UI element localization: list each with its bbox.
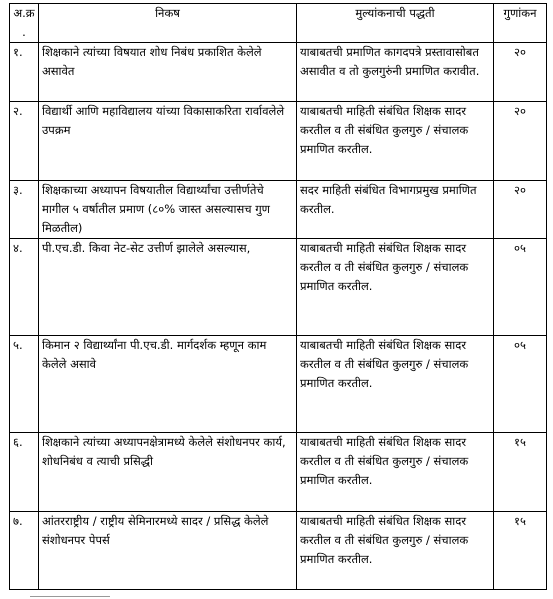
row-evaluation-method: याबाबतची माहिती संबंधित शिक्षक सादर करतील व ती संबंधित कुलगुरु / संचालक प्रमाणित करतील.	[297, 102, 494, 181]
row-serial-number: २.	[10, 102, 39, 181]
row-marks: ०५	[494, 336, 547, 433]
row-marks: १५	[494, 433, 547, 512]
table-header	[10, 4, 547, 43]
row-serial-number: १.	[10, 43, 39, 102]
table-row	[10, 181, 547, 239]
header-criteria: निकष	[39, 4, 297, 43]
row-criteria: आंतरराष्ट्रीय / राष्ट्रीय सेमिनारमध्ये सादर / प्रसिद्ध केलेले संशोधनपर पेपर्स	[39, 512, 297, 590]
header-row	[10, 4, 547, 43]
table-body	[10, 43, 547, 590]
table-row	[10, 433, 547, 512]
row-serial-number: ६.	[10, 433, 39, 512]
row-evaluation-method: याबाबतची माहिती संबंधित शिक्षक सादर करतील व ती संबंधित कुलगुरु / संचालक प्रमाणित करतील.	[297, 336, 494, 433]
table-row	[10, 239, 547, 336]
row-evaluation-method: याबाबतची माहिती संबंधित शिक्षक सादर करतील व ती संबंधित कुलगुरु / संचालक प्रमाणित करतील.	[297, 512, 494, 590]
row-criteria: शिक्षकाने त्यांच्या विषयात शोध निबंध प्रकाशित केलेले असावेत	[39, 43, 297, 102]
row-marks: २०	[494, 43, 547, 102]
row-marks: ०५	[494, 239, 547, 336]
row-serial-number: ३.	[10, 181, 39, 239]
row-marks: १५	[494, 512, 547, 590]
row-evaluation-method: याबाबतची माहिती संबंधित शिक्षक सादर करतील व ती संबंधित कुलगुरु / संचालक प्रमाणित करतील.	[297, 239, 494, 336]
row-serial-number: ४.	[10, 239, 39, 336]
row-serial-number: ७.	[10, 512, 39, 590]
row-criteria: विद्यार्थी आणि महाविद्यालय यांच्या विकासाकरिता रार्वावलेले उपक्रम	[39, 102, 297, 181]
evaluation-criteria-table	[9, 3, 547, 590]
row-serial-number: ५.	[10, 336, 39, 433]
header-evaluation-method: मुल्यांकनाची पद्धती	[297, 4, 494, 43]
row-marks: २०	[494, 102, 547, 181]
row-criteria: शिक्षकाने त्यांच्या अध्यापनक्षेत्रामध्ये केलेले संशोधनपर कार्य, शोधनिबंध व त्याची प्रसिद्धी	[39, 433, 297, 512]
row-marks: २०	[494, 181, 547, 239]
table-row	[10, 512, 547, 590]
row-criteria: पी.एच.डी. किवा नेट-सेट उत्तीर्ण झालेले असल्यास,	[39, 239, 297, 336]
row-criteria: शिक्षकाच्या अध्यापन विषयातील विद्यार्थ्यांचा उत्तीर्णतेचे मागील ५ वर्षातील प्रमाण (८०% जास्त असल्यासच गुण मिळतील)	[39, 181, 297, 239]
header-marks: गुणांकन	[494, 4, 547, 43]
row-evaluation-method: याबाबतची प्रमाणित कागदपत्रे प्रस्तावासोबत असावीत व तो कुलगुरुंनी प्रमाणित करावीत.	[297, 43, 494, 102]
table-row	[10, 102, 547, 181]
table-row	[10, 336, 547, 433]
row-evaluation-method: याबाबतची माहिती संबंधित शिक्षक सादर करतील व ती संबंधित कुलगुरु / संचालक प्रमाणित करतील.	[297, 433, 494, 512]
header-serial-number: अ.क्र.	[10, 4, 39, 43]
row-evaluation-method: सदर माहिती संबंधित विभागप्रमुख प्रमाणित करतील.	[297, 181, 494, 239]
table-row	[10, 43, 547, 102]
page-bottom-rule	[30, 596, 110, 597]
row-criteria: किमान २ विद्यार्थ्यांना पी.एच.डी. मार्गदर्शक म्हणून काम केलेले असावे	[39, 336, 297, 433]
